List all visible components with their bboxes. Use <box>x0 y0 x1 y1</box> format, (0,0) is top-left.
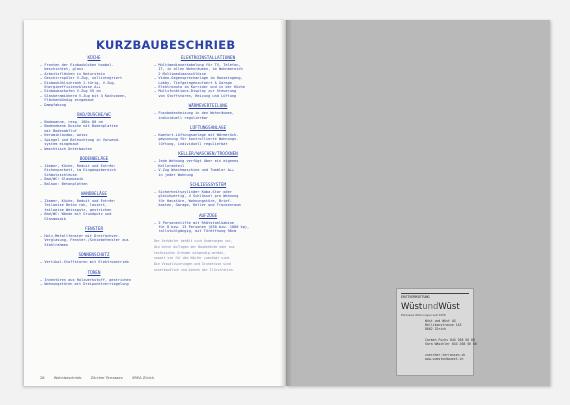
spec-item: – Elektroauto im Korridor und in der Küche <box>154 85 245 90</box>
spec-section <box>40 56 148 107</box>
spec-item: rollstuhlgängig, mit Türöffnung 90cm <box>154 229 237 234</box>
disclaimer-line: soweit sie für den Käufer zumutbar sind. <box>154 256 231 261</box>
section-heading: SCHLIESSSYSTEM <box>189 182 227 188</box>
spec-item: – Geschirrspüler V-Zug, vollintegriert <box>40 76 123 81</box>
spec-item: gleichwertig, 4 Schlüssel pro Wohnung <box>154 194 239 199</box>
section-heading: LÜFTUNGSANLAGE <box>189 126 227 132</box>
spec-item: Schmutzschleuse <box>40 172 77 177</box>
spec-item: – Holz-Metallfenster mit Dreifachver- <box>40 233 121 238</box>
section-heading: WANDBELÄGE <box>81 191 107 197</box>
page-title: KURZBAUBESCHRIEB <box>96 38 236 52</box>
spec-section <box>154 183 262 208</box>
footer-publisher: SREA Zürich <box>132 376 155 380</box>
spec-item: – Bad/WC: Wände mit Grundputz und <box>40 212 112 217</box>
spec-item: – Video-Gegensprechanlage im Hauseingang, <box>154 76 243 81</box>
spec-item: – Multifunktions-Display zur Steuerung <box>154 89 237 94</box>
spec-item: – Einbaukühlschrank 2-türig, V-Zug, <box>40 80 116 85</box>
logo-part-2: und <box>422 302 439 312</box>
left-page <box>24 20 286 386</box>
brochure-spread <box>24 20 550 386</box>
section-heading: TÜREN <box>87 270 101 276</box>
spec-item: von Stoffstoren, Heizung und Lüftung <box>154 93 237 98</box>
spec-item: Verglasung, Fenster-/Schiebefenster aus <box>40 238 129 243</box>
spec-item: – Jede Wohnung verfügt über ein eigenes <box>154 159 239 164</box>
spec-item: – Einbaubackofen V-Zug 55 cm <box>40 89 101 94</box>
spec-item: Glasmosaik <box>40 216 66 221</box>
right-column <box>154 56 262 273</box>
right-page <box>286 20 550 386</box>
spec-item: – Fussbodenheizung in den Wohnräumen, <box>154 111 235 116</box>
spec-item: – Fronten der Einbaukücken hoobel- <box>40 63 114 67</box>
spec-item: IT, in allen Wohnräumen, im Wohnbereich <box>154 67 243 72</box>
spec-item: – Waschtisch Unterbauten <box>40 146 92 151</box>
contact-card <box>396 288 477 376</box>
logo-part-3: Wüst <box>438 302 460 312</box>
spec-item: Stahlrahmen <box>40 242 69 247</box>
spec-item: – Wohnungstüren mit Dreipunktverriegelung <box>40 282 129 286</box>
disclaimer-line: unverbindlich und dienen der Illustration. <box>154 268 235 273</box>
card-divider <box>401 293 469 294</box>
spec-item: Lobby, Tiefgaragenzufahrt & Garage <box>154 80 232 85</box>
company-logo <box>401 302 460 312</box>
spec-item: beschichtet, glanz <box>40 67 84 72</box>
spec-item: kasten, Garage, Keller und Trockenraum <box>154 203 241 208</box>
disclaimer-line: die durch Auflagen der Baubehörde oder aus <box>154 244 235 249</box>
company-tagline: Exklusive Wohnungen seit 1958 <box>401 313 446 317</box>
spec-item: gewinnung für kontrollierte Wohnungs- <box>154 137 239 142</box>
section-heading: FENSTER <box>84 226 104 232</box>
spec-item: lüftung, individuell regulierbar <box>154 141 228 146</box>
contact-persons: Carmen Fuchs 044 268 56 80 Sara Wäschler 044 268 56 86 <box>425 338 477 346</box>
section-heading: KÜCHE <box>87 56 101 61</box>
spec-item: – Badewanne, resp. 180x 80 cm <box>40 120 103 125</box>
page-footer <box>40 376 162 380</box>
disclaimer-line: technischen Gründen notwendig werden, <box>154 250 226 255</box>
spec-item: – Zimmer, Küche, Reduit und Entrée: <box>40 198 116 203</box>
spec-item: – Komfort-Lüftungsanlage mit Wärmerück- <box>154 133 239 138</box>
spec-section <box>40 157 148 186</box>
spec-item: – 2 Personenlifte mit Rhätstahlkabine <box>154 220 235 225</box>
disclaimer-line: Die Visualisierungen und Grundrisse sind <box>154 262 231 267</box>
spec-item: 2 Multimediaanschlüsse <box>154 71 206 76</box>
spec-item: – Balkon: Betonplatten <box>40 181 88 186</box>
spec-item: teilweise Weissputz, gestrichen <box>40 207 112 212</box>
spec-item: Flächenbündig eingebaut <box>40 98 95 103</box>
spec-item: – V-Zug Waschmaschine und Tumbler A++ <box>154 168 235 173</box>
spec-section <box>40 192 148 221</box>
spec-item: Kellerabteil <box>154 163 185 168</box>
spec-section <box>154 126 262 146</box>
spec-section <box>154 152 262 177</box>
spec-item: – Dampfabzug <box>40 102 66 107</box>
spec-item: Energieeffizienzklasse A++ <box>40 85 101 90</box>
spec-item: – Glaskeramikherd V-Zug mit 4 Kochzonen, <box>40 93 127 98</box>
spec-section <box>40 227 148 247</box>
spec-item: in jeder Wohnung <box>154 172 193 177</box>
spec-item: individuell regulierbar <box>154 115 209 120</box>
footer-project: Zürcher Terrassen <box>90 376 123 380</box>
section-heading: BODENBELÄGE <box>79 156 109 162</box>
spec-section <box>40 271 148 287</box>
spec-item: – Zimmer, Küche, Reduit und Entrée: <box>40 163 116 168</box>
spec-item: – Spiegel und Beleuchtung in Vorwand- <box>40 137 121 142</box>
spec-item: mit Bodenabfluf <box>40 128 77 133</box>
disclaimer-line: Der Verkäufer behält sich Änderungen vor, <box>154 238 233 243</box>
section-heading: AUFZÜGE <box>198 213 218 219</box>
section-heading: BAD/DUSCHE/WC <box>77 113 111 119</box>
spec-item: Eichenparkett, im Eingangsbereich <box>40 168 116 173</box>
spec-item: system eingebaut <box>40 142 79 147</box>
spec-item: – Arbeitsflächen in Naturstein <box>40 71 105 76</box>
section-heading: SONNENSCHUTZ <box>78 253 110 259</box>
spec-item: – Innentüren aus Holzwerkstoff, gestrichen <box>40 277 131 282</box>
spec-section <box>154 56 262 98</box>
spec-item: – Sicherheitszylinder Kaba-Star oder <box>154 189 232 194</box>
spec-item: für Haustüre, Wohnungstüre, Brief- <box>154 198 232 203</box>
spec-section <box>40 113 148 151</box>
spec-item: – Bad/WC: Glasmosaik <box>40 177 84 182</box>
spec-item: für 8 bzw. 13 Personen (630 bzw. 1000 kg), <box>154 224 250 229</box>
section-heading: ELEKTROINSTALLATIONEN <box>180 56 236 61</box>
footer-section: Wohnbeschrieb <box>53 376 82 380</box>
website-links: zuercher-terrassen.ch www.wuestundwuest.ch <box>425 353 466 361</box>
book-gutter <box>280 20 292 386</box>
spec-section <box>154 104 262 120</box>
section-heading: KELLER/WASCHEN/TROCKNEN <box>178 152 238 158</box>
left-column <box>40 56 148 292</box>
company-address: Wüst und Wüst AG Bellikonstrasse 143 8002 Zürich <box>425 319 462 331</box>
spec-item: – Bodenebene Dusche mit Bodenplatten <box>40 124 118 129</box>
logo-part-1: Wüst <box>401 302 423 312</box>
spec-item: – Multimediaverkabelung für TV, Telefon, <box>154 63 241 67</box>
spec-item: – Vertikal-Stoffstoren mit Elektroantrieb <box>40 260 129 265</box>
spec-item: Teilweise Beton roh, lasiert, <box>40 203 108 208</box>
card-label: ERSTVERMIETUNG <box>401 295 430 299</box>
spec-item: – Keramiklavabo, weiss <box>40 133 88 138</box>
page-number: 28 <box>40 376 45 380</box>
spec-section <box>40 253 148 264</box>
spec-section <box>154 214 262 234</box>
section-heading: WÄRMEVERTEILUNG <box>188 104 228 110</box>
